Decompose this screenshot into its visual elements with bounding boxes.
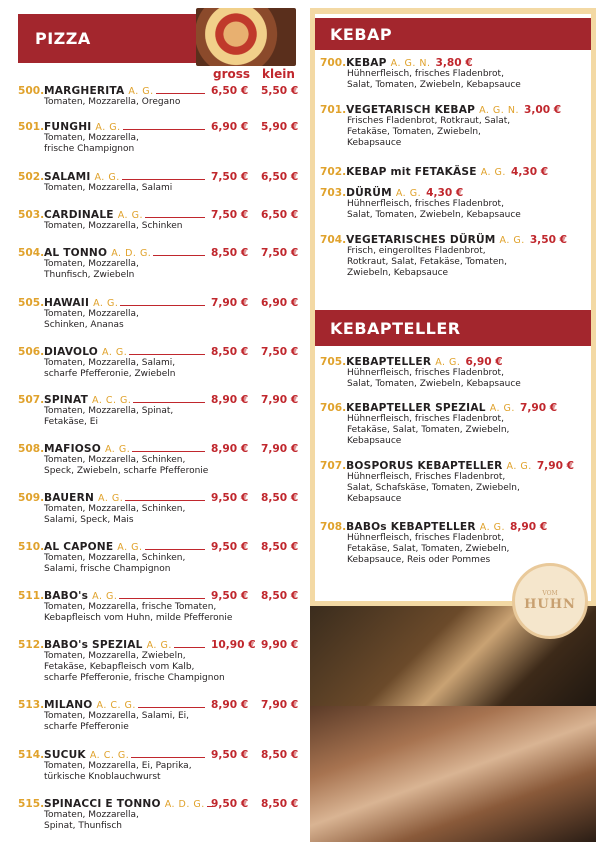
item-number: 505. <box>18 297 45 309</box>
item-price: 8,90 € <box>510 521 548 533</box>
item-name: MARGHERITA <box>44 85 125 97</box>
item-number: 703. <box>320 187 347 199</box>
kebapteller-item <box>320 461 582 505</box>
item-description: Tomaten, Mozzarella, <box>44 133 139 143</box>
pizza-item <box>18 122 300 155</box>
pizza-item-row <box>18 347 208 358</box>
pizza-item-row <box>18 700 208 711</box>
pizza-item-row <box>18 210 208 221</box>
price-gross: 9,50 € <box>211 749 249 761</box>
price-klein: 8,50 € <box>261 492 299 504</box>
price-gross: 8,90 € <box>211 443 249 455</box>
item-name: VEGETARISCHES DÜRÜM <box>346 234 496 246</box>
price-leader-line <box>129 354 205 355</box>
kebap-item <box>320 105 582 149</box>
kebapteller-item-row <box>320 461 582 472</box>
item-name: HAWAII <box>44 297 90 309</box>
kebap-title: KEBAP <box>330 25 393 44</box>
pizza-item-row <box>18 444 208 455</box>
allergen-codes: A. D. G. <box>111 248 152 259</box>
price-klein: 7,90 € <box>261 699 299 711</box>
price-leader-line <box>156 93 205 94</box>
item-number: 501. <box>18 121 45 133</box>
item-number: 503. <box>18 209 45 221</box>
pizza-title: PIZZA <box>35 29 91 48</box>
item-description: Fetakäse, Salat, Tomaten, Zwiebeln, <box>347 544 510 554</box>
item-description: Rotkraut, Salat, Fetakäse, Tomaten, <box>347 257 507 267</box>
price-gross: 9,50 € <box>211 798 249 810</box>
item-name: BABO's SPEZIAL <box>44 639 143 651</box>
item-description: Thunfisch, Zwiebeln <box>44 270 135 280</box>
price-gross: 10,90 € <box>211 639 256 651</box>
allergen-codes: A. G. <box>489 403 515 414</box>
item-description: Kebapsauce <box>347 494 402 504</box>
pizza-item <box>18 640 300 684</box>
item-description: Fetakäse, Kebapfleisch vom Kalb, <box>44 662 195 672</box>
kebap-item-row <box>320 235 582 246</box>
pizza-item-row <box>18 172 208 183</box>
item-price: 4,30 € <box>426 187 464 199</box>
allergen-codes: A. G. <box>128 86 154 97</box>
item-description: Zwiebeln, Kebapsauce <box>347 268 449 278</box>
item-number: 513. <box>18 699 45 711</box>
item-description: Hühnerfleisch, frisches Fladenbrot, <box>347 414 504 424</box>
item-description: Salami, Speck, Mais <box>44 515 134 525</box>
item-number: 514. <box>18 749 45 761</box>
item-description: Tomaten, Mozzarella, Schinken, <box>44 455 186 465</box>
allergen-codes: A. G. <box>94 172 120 183</box>
price-klein: 6,90 € <box>261 297 299 309</box>
allergen-codes: A. G. N. <box>390 58 431 69</box>
price-leader-line <box>131 757 205 758</box>
price-leader-line <box>132 451 205 452</box>
item-description: Fetakäse, Tomaten, Zwiebeln, <box>347 127 481 137</box>
pizza-item <box>18 542 300 575</box>
item-description: Salat, Tomaten, Zwiebeln, Kebapsauce <box>347 80 521 90</box>
item-number: 510. <box>18 541 45 553</box>
price-gross: 9,50 € <box>211 541 249 553</box>
item-number: 507. <box>18 394 45 406</box>
price-leader-line <box>145 549 205 550</box>
price-gross: 8,90 € <box>211 394 249 406</box>
item-name: BABOs KEBAPTELLER <box>346 521 476 533</box>
item-number: 700. <box>320 57 347 69</box>
price-gross: 6,50 € <box>211 85 249 97</box>
item-description: Frisch, eingerolltes Fladenbrot, <box>347 246 486 256</box>
price-leader-line <box>119 598 205 599</box>
item-name: KEBAPTELLER <box>346 356 432 368</box>
kebapteller-item <box>320 522 582 566</box>
item-description: frische Champignon <box>44 144 135 154</box>
item-number: 701. <box>320 104 347 116</box>
item-number: 705. <box>320 356 347 368</box>
price-leader-line <box>122 179 205 180</box>
item-description: türkische Knoblauchwurst <box>44 772 161 782</box>
item-description: scharfe Pfefferonie, frische Champignon <box>44 673 225 683</box>
kebap-item-row <box>320 188 582 199</box>
price-gross: 7,90 € <box>211 297 249 309</box>
price-gross: 8,90 € <box>211 699 249 711</box>
allergen-codes: A. G. <box>117 542 143 553</box>
item-price: 6,90 € <box>465 356 503 368</box>
item-description: Hühnerfleisch, frisches Fladenbrot, <box>347 199 504 209</box>
price-klein: 8,50 € <box>261 590 299 602</box>
item-price: 3,00 € <box>523 104 562 116</box>
pizza-item-row <box>18 591 208 602</box>
price-gross: 9,50 € <box>211 590 249 602</box>
price-klein: 6,50 € <box>261 209 299 221</box>
price-leader-line <box>123 129 205 130</box>
price-klein: 8,50 € <box>261 541 299 553</box>
pizza-item <box>18 395 300 428</box>
item-number: 704. <box>320 234 347 246</box>
item-name: BOSPORUS KEBAPTELLER <box>346 460 503 472</box>
item-number: 511. <box>18 590 45 602</box>
stamp-small-text: VOM <box>542 590 558 597</box>
item-description: Tomaten, Mozzarella, <box>44 259 139 269</box>
pizza-item-row <box>18 799 208 810</box>
item-description: Fetakäse, Ei <box>44 417 98 427</box>
item-description: Tomaten, Mozzarella, <box>44 810 139 820</box>
price-gross: 8,50 € <box>211 247 249 259</box>
allergen-codes: A. D. G. <box>164 799 205 810</box>
item-number: 508. <box>18 443 45 455</box>
pizza-item <box>18 799 300 832</box>
item-name: MAFIOSO <box>44 443 101 455</box>
pizza-item-row <box>18 298 208 309</box>
item-description: scharfe Pfefferonie <box>44 722 129 732</box>
item-description: Tomaten, Mozzarella, Oregano <box>44 97 181 107</box>
item-name: SPINAT <box>44 394 89 406</box>
price-leader-line <box>133 402 205 403</box>
pizza-item <box>18 347 300 380</box>
item-description: Salat, Schafskäse, Tomaten, Zwiebeln, <box>347 483 520 493</box>
pizza-item <box>18 86 300 108</box>
kebapteller-title: KEBAPTELLER <box>330 319 461 338</box>
price-klein: 7,90 € <box>261 443 299 455</box>
allergen-codes: A. G. <box>506 461 532 472</box>
item-name: AL CAPONE <box>44 541 114 553</box>
item-number: 708. <box>320 521 347 533</box>
item-name: DÜRÜM <box>346 187 392 199</box>
price-leader-line <box>138 707 205 708</box>
item-name: SALAMI <box>44 171 91 183</box>
allergen-codes: A. G. <box>395 188 422 199</box>
item-name: SPINACCI E TONNO <box>44 798 161 810</box>
kebapteller-item-row <box>320 403 582 414</box>
allergen-codes: A. G. <box>146 640 172 651</box>
item-description: Tomaten, Mozzarella, <box>44 309 139 319</box>
allergen-codes: A. G. <box>93 298 119 309</box>
price-gross: 6,90 € <box>211 121 249 133</box>
kebapteller-item-row <box>320 357 582 368</box>
allergen-codes: A. G. <box>104 444 131 455</box>
item-description: Kebapsauce <box>347 138 402 148</box>
item-price: 3,50 € <box>529 234 568 246</box>
item-price: 7,90 € <box>536 460 575 472</box>
item-name: AL TONNO <box>44 247 108 259</box>
kebap-item-row <box>320 167 582 178</box>
pizza-item <box>18 700 300 733</box>
allergen-codes: A. G. <box>92 591 118 602</box>
right-panel-inner <box>315 14 591 601</box>
allergen-codes: A. G. <box>95 122 121 133</box>
allergen-codes: A. C. G. <box>92 395 132 406</box>
allergen-codes: A. G. <box>98 493 124 504</box>
gross-label: gross <box>213 67 251 81</box>
item-name: BABO's <box>44 590 89 602</box>
item-description: scharfe Pfefferonie, Zwiebeln <box>44 369 176 379</box>
food-photo-kebap-spit <box>310 706 596 842</box>
pizza-item <box>18 750 300 783</box>
pizza-item-row <box>18 248 208 259</box>
kebapteller-item-row <box>320 522 582 533</box>
price-klein: 8,50 € <box>261 749 299 761</box>
item-number: 706. <box>320 402 347 414</box>
price-leader-line <box>120 305 205 306</box>
item-name: KEBAPTELLER SPEZIAL <box>346 402 486 414</box>
pizza-item <box>18 493 300 526</box>
price-leader-line <box>145 217 205 218</box>
item-name: DIAVOLO <box>44 346 99 358</box>
price-klein: 6,50 € <box>261 171 299 183</box>
price-gross: 9,50 € <box>211 492 249 504</box>
pizza-item <box>18 298 300 331</box>
item-description: Hühnerfleisch, frisches Fladenbrot, <box>347 69 504 79</box>
allergen-codes: A. C. G. <box>89 750 130 761</box>
pizza-item-row <box>18 122 208 133</box>
price-gross: 8,50 € <box>211 346 249 358</box>
stamp-big-text: HUHN <box>524 597 576 612</box>
pizza-item-row <box>18 750 208 761</box>
pizza-item <box>18 210 300 232</box>
item-description: Tomaten, Mozzarella, Spinat, <box>44 406 174 416</box>
pizza-item <box>18 591 300 624</box>
item-description: Tomaten, Mozzarella, frische Tomaten, <box>44 602 217 612</box>
item-description: Tomaten, Mozzarella, Salami, <box>44 358 176 368</box>
item-description: Fetakäse, Salat, Tomaten, Zwiebeln, <box>347 425 510 435</box>
item-name: KEBAP mit FETAKÄSE <box>346 166 477 178</box>
price-klein: 7,50 € <box>261 247 299 259</box>
pizza-photo <box>196 8 296 66</box>
item-name: MILANO <box>44 699 93 711</box>
item-name: FUNGHI <box>44 121 92 133</box>
allergen-codes: A. G. <box>435 357 461 368</box>
huhn-stamp-logo <box>512 563 588 639</box>
pizza-item <box>18 248 300 281</box>
price-klein: 7,50 € <box>261 346 299 358</box>
price-leader-line <box>125 500 205 501</box>
item-description: Schinken, Ananas <box>44 320 124 330</box>
item-description: Tomaten, Mozzarella, Schinken <box>44 221 183 231</box>
item-description: Tomaten, Mozzarella, Ei, Paprika, <box>44 761 192 771</box>
item-name: VEGETARISCH KEBAP <box>346 104 476 116</box>
item-name: BAUERN <box>44 492 95 504</box>
item-price: 3,80 € <box>435 57 473 69</box>
kebap-item-row <box>320 58 582 69</box>
item-number: 502. <box>18 171 45 183</box>
kebapteller-item <box>320 403 582 447</box>
pizza-item-row <box>18 86 208 97</box>
pizza-item-row <box>18 395 208 406</box>
pizza-item-row <box>18 493 208 504</box>
price-gross: 7,50 € <box>211 171 249 183</box>
item-name: KEBAP <box>346 57 387 69</box>
kebap-item-row <box>320 105 582 116</box>
item-description: Tomaten, Mozzarella, Salami, Ei, <box>44 711 190 721</box>
item-name: CARDINALE <box>44 209 114 221</box>
item-description: Kebapsauce, Reis oder Pommes <box>347 555 491 565</box>
allergen-codes: A. G. <box>479 522 505 533</box>
item-number: 515. <box>18 798 45 810</box>
price-klein: 9,90 € <box>261 639 299 651</box>
price-klein: 8,50 € <box>261 798 299 810</box>
item-description: Salat, Tomaten, Zwiebeln, Kebapsauce <box>347 210 521 220</box>
item-description: Kebapfleisch vom Huhn, milde Pfefferonie <box>44 613 233 623</box>
price-klein: 5,90 € <box>261 121 299 133</box>
pizza-item <box>18 444 300 477</box>
kebap-item <box>320 167 582 178</box>
price-klein: 7,90 € <box>261 394 299 406</box>
kebap-item <box>320 188 582 221</box>
item-description: Salat, Tomaten, Zwiebeln, Kebapsauce <box>347 379 521 389</box>
item-description: Hühnerfleisch, frisches Fladenbrot, <box>347 533 504 543</box>
item-number: 506. <box>18 346 45 358</box>
item-name: SUCUK <box>44 749 86 761</box>
item-description: Tomaten, Mozzarella, Schinken, <box>44 553 186 563</box>
item-price: 4,30 € <box>510 166 549 178</box>
item-description: Spinat, Thunfisch <box>44 821 123 831</box>
item-description: Tomaten, Mozzarella, Zwiebeln, <box>44 651 186 661</box>
kebapteller-item <box>320 357 582 390</box>
item-number: 707. <box>320 460 347 472</box>
item-description: Hühnerfleisch, frisches Fladenbrot, <box>347 368 504 378</box>
item-number: 512. <box>18 639 45 651</box>
item-description: Hühnerfleisch, Frisches Fladenbrot, <box>347 472 506 482</box>
item-description: Tomaten, Mozzarella, Salami <box>44 183 173 193</box>
item-description: Salami, frische Champignon <box>44 564 171 574</box>
pizza-item-row <box>18 542 208 553</box>
item-description: Kebapsauce <box>347 436 402 446</box>
kebap-item <box>320 58 582 91</box>
price-leader-line <box>174 647 205 648</box>
item-number: 504. <box>18 247 45 259</box>
item-number: 702. <box>320 166 347 178</box>
item-price: 7,90 € <box>519 402 558 414</box>
allergen-codes: A. G. <box>480 167 506 178</box>
price-gross: 7,50 € <box>211 209 249 221</box>
item-number: 509. <box>18 492 45 504</box>
klein-label: klein <box>262 67 295 81</box>
allergen-codes: A. C. G. <box>96 700 136 711</box>
allergen-codes: A. G. <box>117 210 143 221</box>
price-leader-line <box>153 255 205 256</box>
pizza-item <box>18 172 300 194</box>
allergen-codes: A. G. N. <box>479 105 519 116</box>
price-klein: 5,50 € <box>261 85 299 97</box>
kebap-item <box>320 235 582 279</box>
pizza-item-row <box>18 640 208 651</box>
item-description: Speck, Zwiebeln, scharfe Pfefferonie <box>44 466 209 476</box>
item-description: Frisches Fladenbrot, Rotkraut, Salat, <box>347 116 511 126</box>
item-description: Tomaten, Mozzarella, Schinken, <box>44 504 186 514</box>
item-number: 500. <box>18 85 45 97</box>
allergen-codes: A. G. <box>102 347 128 358</box>
allergen-codes: A. G. <box>499 235 525 246</box>
